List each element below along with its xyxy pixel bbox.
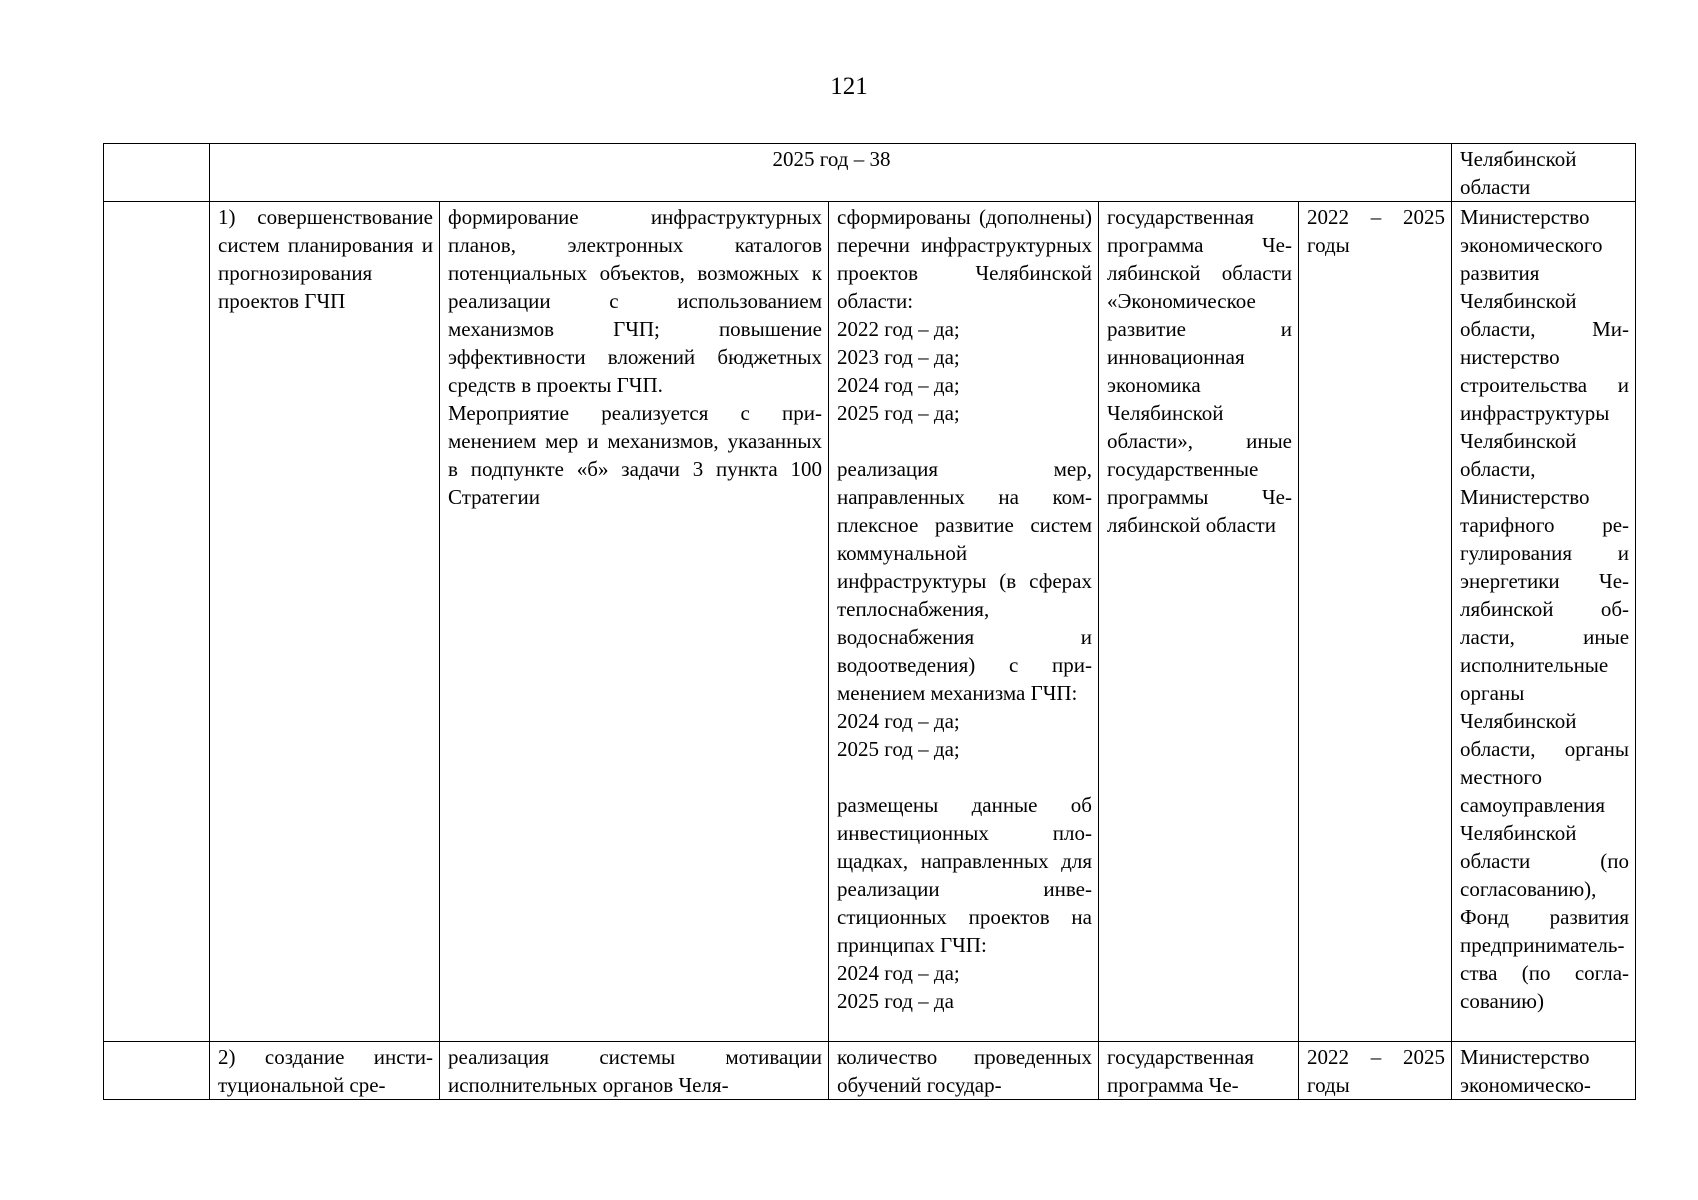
- result-year-line: 2025 год – да: [837, 989, 954, 1013]
- result-intro: размещены данные об инвестиционных площадках, направленных для реализации инвестиционных проектов на принципах ГЧП:: [837, 793, 1092, 957]
- result-year-line: 2024 год – да;: [837, 961, 960, 985]
- executor-text: Министерство экономического развития Челябинской области, Министерство строительства и инфраструктуры Челябинской области, Министерство тарифного регулирования и энергетики Челябинской области, иные исполнительные органы Челябинской области, органы местного самоуправления Челябинской области (по согласованию), Фонд развития предпринимательства (по согласованию): [1460, 205, 1630, 1013]
- program-text: государственная программа Челябинской области «Экономическое развитие и инновационная экономика Челябинской области», иные государственные программы Челябинской области: [1107, 205, 1292, 537]
- measure-note: Мероприятие реализуется с применением мер и механизмов, указанных в подпункте «б» задачи 3 пункта 100 Стратегии: [448, 401, 822, 509]
- executor-cell: [1452, 1042, 1636, 1100]
- task-cell: [210, 1042, 440, 1100]
- period-text: 2022 – 2025 годы: [1307, 205, 1446, 257]
- executor-text: Министерство экономическо-: [1460, 1045, 1591, 1097]
- measure-description: реализация системы мотивации исполнительных органов Челя-: [448, 1045, 822, 1097]
- result-intro: реализация мер, направленных на комплексное развитие систем коммунальной инфраструктуры (в сферах теплоснабжения, водоснабжения и водоотведения) с применением механизма ГЧП:: [837, 457, 1092, 705]
- result-year-line: 2025 год – да;: [837, 737, 960, 761]
- measure-cell: [440, 1042, 829, 1100]
- measures-table: [103, 143, 1636, 1100]
- table-row-header-continuation: [104, 144, 1636, 202]
- period-cell: [1299, 202, 1452, 1042]
- result-cell: [829, 1042, 1099, 1100]
- task-text: 1) совершенствование систем планирования и прогнозирования проектов ГЧП: [218, 205, 433, 313]
- period-text: 2022 – 2025 годы: [1307, 1045, 1446, 1097]
- paragraph-gap: [837, 763, 1092, 791]
- page-number: 121: [830, 73, 868, 100]
- period-cell: [1299, 1042, 1452, 1100]
- program-cell: [1099, 202, 1299, 1042]
- empty-number-cell: [104, 202, 210, 1042]
- executor-continuation-cell: [1452, 144, 1636, 202]
- merged-year-text: 2025 год – 38: [772, 147, 891, 171]
- task-cell: [210, 202, 440, 1042]
- empty-number-cell: [104, 1042, 210, 1100]
- result-intro: сформированы (дополнены) перечни инфраструктурных проектов Челябинской области:: [837, 205, 1092, 313]
- paragraph-gap: [837, 427, 1092, 455]
- measure-description: формирование инфраструктурных планов, электронных каталогов потенциальных объектов, возможных к реализации с использованием механизмов ГЧП; повышение эффективности вложений бюджетных средств в проекты ГЧП.: [448, 205, 822, 397]
- table-row: [104, 1042, 1636, 1100]
- result-intro: количество проведенных обучений государ-: [837, 1045, 1092, 1097]
- result-year-line: 2025 год – да;: [837, 401, 960, 425]
- result-year-line: 2024 год – да;: [837, 373, 960, 397]
- executor-cell: [1452, 202, 1636, 1042]
- result-year-line: 2024 год – да;: [837, 709, 960, 733]
- result-year-line: 2022 год – да;: [837, 317, 960, 341]
- result-year-line: 2023 год – да;: [837, 345, 960, 369]
- measure-cell: [440, 202, 829, 1042]
- program-cell: [1099, 1042, 1299, 1100]
- task-text: 2) создание институциональной сре-: [218, 1045, 433, 1097]
- table-row: [104, 202, 1636, 1042]
- program-text: государственная программа Че-: [1107, 1045, 1254, 1097]
- result-cell: [829, 202, 1099, 1042]
- executor-continuation-text: Челябинской области: [1460, 147, 1577, 199]
- merged-year-cell: [210, 144, 1452, 202]
- empty-number-cell: [104, 144, 210, 202]
